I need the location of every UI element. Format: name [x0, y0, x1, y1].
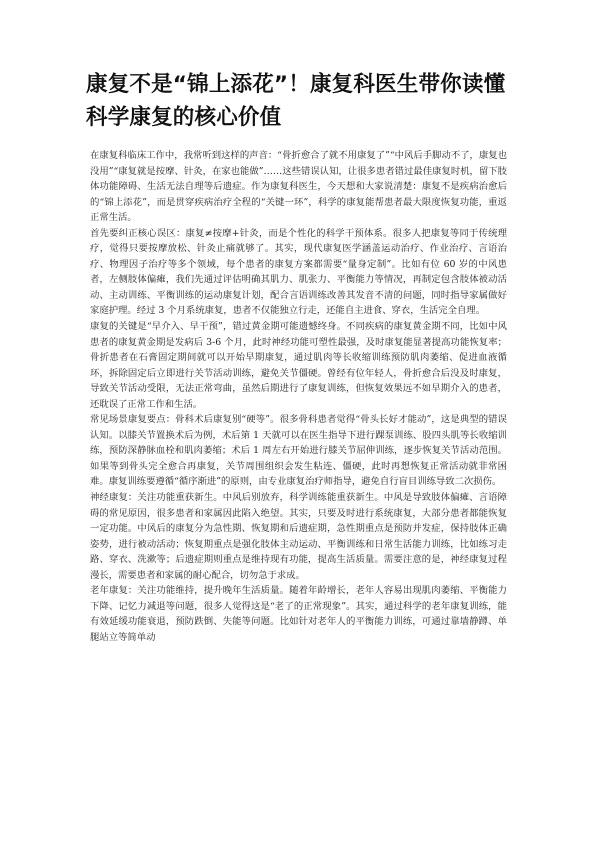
article-title: 康复不是“锦上添花”！康复科医生带你读懂科学康复的核心价值 — [86, 72, 506, 130]
paragraph-orthopedic-rehab: 常见场景康复要点：骨科术后康复别“硬等”。很多骨科患者觉得“骨头长好才能动”，这是典型的错误认知。以膝关节置换术后为例，术后第 1 天就可以在医生指导下进行踝泵训练、股四头肌等长收缩训练，预防深静脉血栓和肌肉萎缩；术后 1 周左右开始进行膝关节屈伸训练，逐步恢复关节活动范围。如果等到骨头完全愈合再康复，关节周围组织会发生粘连、僵硬，此时再想恢复正常活动就非常困难。康复训练要遵循“循序渐进”的原则，由专业康复治疗师指导，避免自行盲目训练导致二次损伤。 — [90, 414, 507, 488]
paragraph-elderly-rehab: 老年康复：关注功能维持，提升晚年生活质量。随着年龄增长，老年人容易出现肌肉萎缩、平衡能力下降、记忆力减退等问题，很多人觉得这是“老了的正常现象”。其实，通过科学的老年康复训练，能有效延缓功能衰退，预防跌倒、失能等问题。比如针对老年人的平衡能力训练，可通过靠墙静蹲、单腿站立等简单动 — [90, 585, 507, 643]
paragraph-neuro-rehab: 神经康复：关注功能重获新生。中风后别放弃，科学训练能重获新生。中风是导致肢体偏瘫、言语障碍的常见原因，很多患者和家属因此陷入绝望。其实，只要及时进行系统康复，大部分患者都能恢复一定功能。中风后的康复分为急性期、恢复期和后遗症期，急性期重点是预防并发症，保持肢体正确姿势，进行被动活动；恢复期重点是强化肢体主动运动、平衡训练和日常生活能力训练，比如练习走路、穿衣、洗漱等；后遗症期则重点是维持现有功能，提高生活质量。需要注意的是，神经康复过程漫长，需要患者和家属的耐心配合，切勿急于求成。 — [90, 492, 507, 581]
article-body — [90, 148, 507, 838]
paragraph-intro: 在康复科临床工作中，我常听到这样的声音：“骨折愈合了就不用康复了”“中风后手脚动不了，康复也没用”“康复就是按摩、针灸，在家也能做”……这些错误认知，让很多患者错过最佳康复时机，留下肢体功能障碍、生活无法自理等后遗症。作为康复科医生，今天想和大家说清楚：康复不是疾病治愈后的“锦上添花”，而是贯穿疾病治疗全程的“关键一环”，科学的康复能帮患者最大限度恢复功能，重返正常生活。 — [90, 150, 507, 224]
paragraph-misconception: 首先要纠正核心误区：康复≠按摩+针灸，而是个性化的科学干预体系。很多人把康复等同于传统理疗，觉得只要按摩放松、针灸止痛就够了。其实，现代康复医学涵盖运动治疗、作业治疗、言语治疗、物理因子治疗等多个领域，每个患者的康复方案都需要“量身定制”。比如有位 60 岁的中风患者，左侧肢体偏瘫，我们先通过评估明确其肌力、肌张力、平衡能力等情况，再制定包含肢体被动活动、主动训练、平衡训练的运动康复计划，配合言语训练改善其发音不清的问题，同时指导家属做好家庭护理。经过 3 个月系统康复，患者不仅能独立行走，还能自主进食、穿衣，生活完全自理。 — [90, 227, 507, 317]
paragraph-golden-period: 康复的关键是“早介入、早干预”，错过黄金期可能遗憾终身。不同疾病的康复黄金期不同，比如中风患者的康复黄金期是发病后 3-6 个月，此时神经功能可塑性最强，及时康复能显著提高功能恢复率；骨折患者在石膏固定期间就可以开始早期康复，通过肌肉等长收缩训练预防肌肉萎缩、促进血液循环，拆除固定后立即进行关节活动训练，避免关节僵硬。曾经有位年轻人，骨折愈合后没及时康复，导致关节活动受限，无法正常弯曲，虽然后期进行了康复训练，但恢复效果远不如早期介入的患者，还耽误了正常工作和生活。 — [90, 321, 507, 410]
